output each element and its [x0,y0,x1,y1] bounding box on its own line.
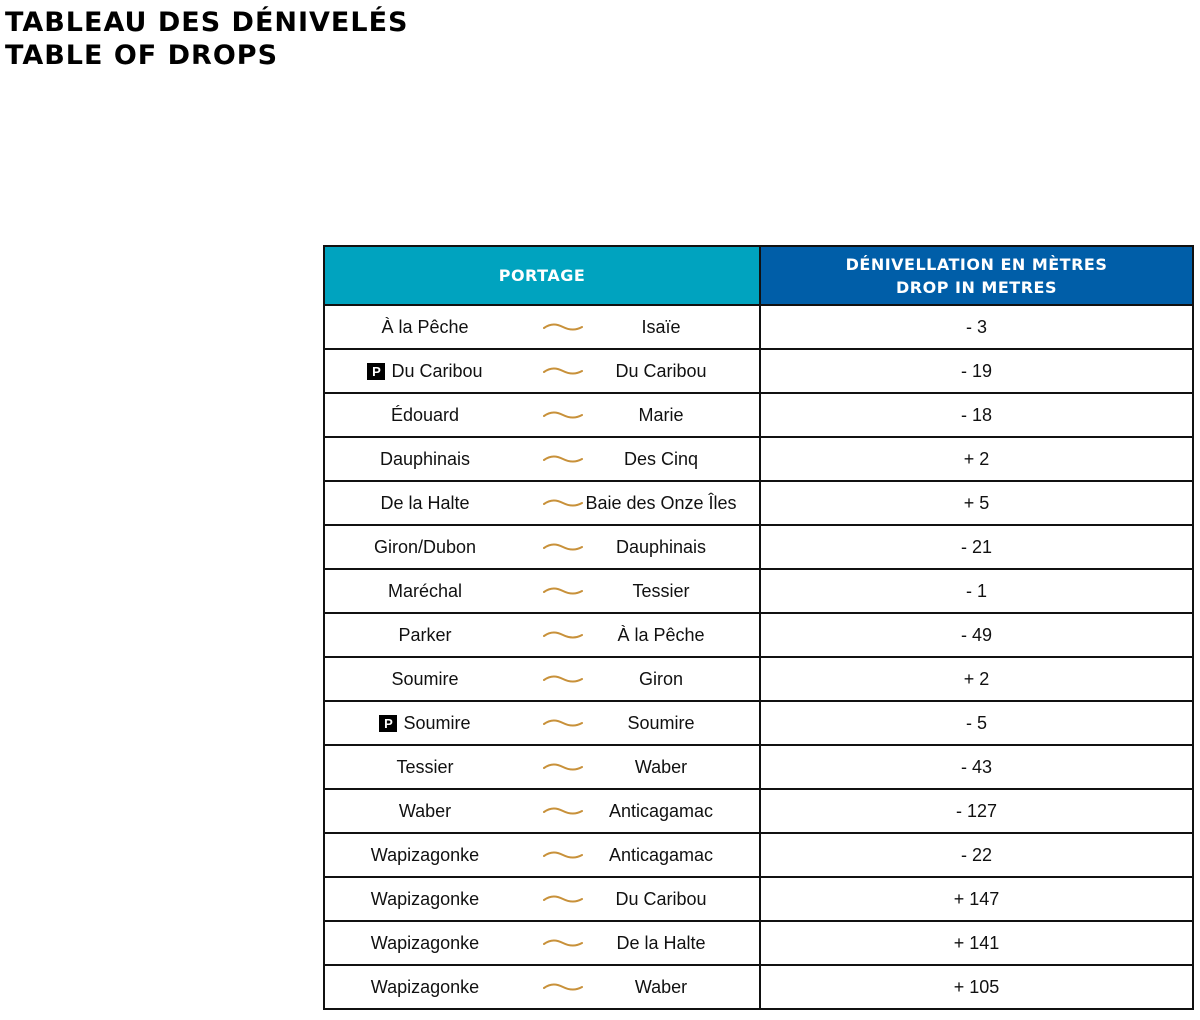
portage-to: Baie des Onze Îles [585,492,737,513]
table-row [324,481,1193,525]
table-row [324,789,1193,833]
table-row [324,833,1193,877]
drop-value: - 127 [760,789,1193,833]
portage-from [325,845,525,866]
drop-value: - 22 [760,833,1193,877]
drop-value: + 2 [760,657,1193,701]
portage-to: Waber [634,756,688,777]
portage-to: Dauphinais [615,536,707,557]
wave-icon [543,410,583,420]
portage-from [325,713,525,734]
wave-icon [543,498,583,508]
title-french: TABLEAU DES DÉNIVELÉS [5,7,409,38]
portage-to: Soumire [627,712,695,733]
table-row [324,701,1193,745]
drop-value: + 5 [760,481,1193,525]
wave-icon [543,542,583,552]
portage-from [325,581,525,602]
from-lake: Wapizagonke [370,844,480,865]
wave-icon [543,806,583,816]
portage-to: Giron [638,668,683,689]
portage-cell [324,613,760,657]
wave-icon [543,938,583,948]
wave-icon [543,718,583,728]
page-title [5,6,408,72]
portage-from [325,933,525,954]
portage-cell [324,525,760,569]
from-lake: De la Halte [380,492,470,513]
wave-icon [543,762,583,772]
portage-to: À la Pêche [617,624,705,645]
portage-from [325,405,525,426]
drop-value: - 49 [760,613,1193,657]
portage-to: Du Caribou [615,888,707,909]
drop-value: - 5 [760,701,1193,745]
from-lake: Wapizagonke [370,888,480,909]
portage-cell [324,437,760,481]
portage-cell [324,569,760,613]
drop-value: + 141 [760,921,1193,965]
table-header [324,246,1193,305]
drop-value: - 3 [760,305,1193,349]
drop-value: + 147 [760,877,1193,921]
drop-header-fr: DÉNIVELLATION EN MÈTRES [845,254,1108,274]
wave-icon [543,366,583,376]
drops-table [323,245,1194,1010]
parking-icon: P [367,363,385,380]
from-lake: Du Caribou [391,360,483,381]
table-row [324,657,1193,701]
wave-icon [543,850,583,860]
portage-to: Marie [638,404,684,425]
portage-from [325,361,525,382]
wave-icon [543,674,583,684]
portage-to: Isaïe [641,316,681,337]
portage-from [325,449,525,470]
from-lake: À la Pêche [381,316,469,337]
wave-icon [543,322,583,332]
portage-to: Du Caribou [615,360,707,381]
drop-value: - 18 [760,393,1193,437]
portage-to: De la Halte [616,932,706,953]
from-lake: Wapizagonke [370,932,480,953]
wave-icon [543,454,583,464]
portage-from [325,889,525,910]
table-row [324,877,1193,921]
table-row [324,349,1193,393]
from-lake: Waber [398,800,452,821]
portage-cell [324,877,760,921]
table-row [324,437,1193,481]
drop-value: - 19 [760,349,1193,393]
portage-from [325,977,525,998]
from-lake: Soumire [403,712,471,733]
drop-value: - 1 [760,569,1193,613]
table-row [324,305,1193,349]
wave-icon [543,586,583,596]
portage-cell [324,833,760,877]
portage-cell [324,349,760,393]
drop-value: - 43 [760,745,1193,789]
portage-cell [324,481,760,525]
portage-cell [324,701,760,745]
wave-icon [543,982,583,992]
portage-cell [324,789,760,833]
drop-value: + 2 [760,437,1193,481]
portage-to: Anticagamac [608,800,714,821]
table-row [324,921,1193,965]
table-row [324,745,1193,789]
table-row [324,393,1193,437]
drop-value: + 105 [760,965,1193,1009]
portage-to: Tessier [632,580,690,601]
portage-from [325,537,525,558]
portage-to: Waber [634,976,688,997]
portage-from [325,625,525,646]
portage-to: Des Cinq [623,448,699,469]
portage-to: Anticagamac [608,844,714,865]
table-row [324,965,1193,1009]
table-row [324,525,1193,569]
portage-cell [324,965,760,1009]
portage-from [325,317,525,338]
portage-cell [324,657,760,701]
portage-cell [324,393,760,437]
portage-from [325,669,525,690]
from-lake: Tessier [396,756,454,777]
portage-from [325,801,525,822]
drop-header-en: DROP IN METRES [896,277,1057,297]
wave-icon [543,630,583,640]
portage-cell [324,921,760,965]
table-row [324,613,1193,657]
portage-from [325,493,525,514]
title-english: TABLE OF DROPS [5,40,279,71]
table-row [324,569,1193,613]
from-lake: Wapizagonke [370,976,480,997]
from-lake: Dauphinais [379,448,471,469]
portage-cell [324,305,760,349]
parking-icon: P [379,715,397,732]
from-lake: Édouard [390,404,460,425]
from-lake: Maréchal [387,580,463,601]
portage-cell [324,745,760,789]
wave-icon [543,894,583,904]
from-lake: Soumire [391,668,459,689]
from-lake: Parker [398,624,452,645]
portage-header: PORTAGE [324,246,760,305]
drop-header [760,246,1193,305]
portage-from [325,757,525,778]
table-body [324,305,1193,1009]
drop-value: - 21 [760,525,1193,569]
from-lake: Giron/Dubon [373,536,477,557]
